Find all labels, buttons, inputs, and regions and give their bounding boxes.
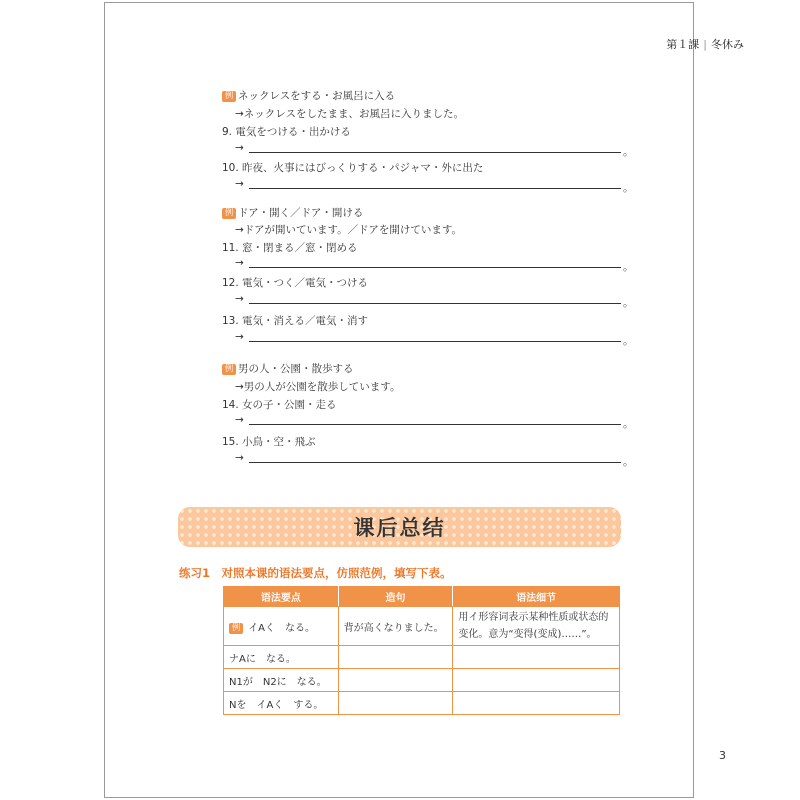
answer-line-12[interactable]: → 。 (235, 293, 634, 309)
sentence-cell[interactable] (338, 646, 453, 669)
sentence-cell: 背が高くなりました。 (338, 607, 453, 646)
column-header: 语法要点 (224, 587, 339, 607)
example-answer-2: →ドアが開いています。／ドアを開けています。 (235, 224, 462, 236)
example-answer-1: →ネックレスをしたまま、お風呂に入りました。 (235, 108, 464, 120)
answer-line-15[interactable]: → 。 (235, 452, 634, 468)
summary-banner (178, 507, 621, 547)
lesson-title: 冬休み (711, 38, 744, 51)
column-header: 语法细节 (453, 587, 620, 607)
example-prompt-3: 例 男の人・公園・散歩する (222, 361, 354, 376)
exercise-item-9: 9. 電気をつける・出かける (222, 126, 351, 138)
column-header: 造句 (338, 587, 453, 607)
detail-cell[interactable] (453, 692, 620, 715)
exercise1-title: 练习1 对照本课的语法要点，仿照范例，填写下表。 (179, 566, 452, 580)
example-badge: 例 (222, 91, 236, 102)
exercise-item-10: 10. 昨夜、火事にはびっくりする・パジャマ・外に出た (222, 162, 484, 174)
exercise-item-15: 15. 小鳥・空・飛ぶ (222, 436, 316, 448)
sentence-cell[interactable] (338, 669, 453, 692)
grammar-point-cell: Nを イAく する。 (224, 692, 339, 715)
detail-cell[interactable] (453, 646, 620, 669)
example-prompt-2: 例 ドア・開く／ドア・開ける (222, 205, 363, 220)
grammar-table (223, 586, 620, 715)
sentence-cell[interactable] (338, 692, 453, 715)
grammar-point-cell: ナAに なる。 (224, 646, 339, 669)
example-badge: 例 (222, 208, 236, 219)
running-header (666, 36, 744, 52)
exercise-item-12: 12. 電気・つく／電気・つける (222, 277, 369, 289)
lesson-number: 第１課 (666, 38, 700, 51)
page-number: 3 (719, 749, 726, 762)
example-prompt-1: 例 ネックレスをする・お風呂に入る (222, 88, 395, 103)
exercise-item-13: 13. 電気・消える／電気・消す (222, 315, 369, 327)
table-row (224, 607, 620, 646)
table-row (224, 692, 620, 715)
exercise-item-11: 11. 窓・閉まる／窓・閉める (222, 242, 358, 254)
detail-cell: 用イ形容词表示某种性质或状态的 变化。意为“变得(变成)……”。 (453, 607, 620, 646)
header-separator: | (703, 38, 707, 51)
detail-cell[interactable] (453, 669, 620, 692)
answer-line-14[interactable]: → 。 (235, 414, 634, 430)
table-row (224, 646, 620, 669)
summary-title: 课后总结 (353, 516, 446, 540)
grammar-point-cell: N1が N2に なる。 (224, 669, 339, 692)
answer-line-10[interactable]: → 。 (235, 178, 634, 194)
example-answer-3: →男の人が公園を散歩しています。 (235, 381, 401, 393)
example-badge: 例 (229, 623, 243, 634)
table-header-row (224, 587, 620, 607)
answer-line-13[interactable]: → 。 (235, 331, 634, 347)
example-badge: 例 (222, 364, 236, 375)
answer-line-11[interactable]: → 。 (235, 257, 634, 273)
answer-line-9[interactable]: → 。 (235, 142, 634, 158)
table-row (224, 669, 620, 692)
exercise-item-14: 14. 女の子・公園・走る (222, 399, 337, 411)
grammar-point-cell: 例 イAく なる。 (224, 607, 339, 646)
